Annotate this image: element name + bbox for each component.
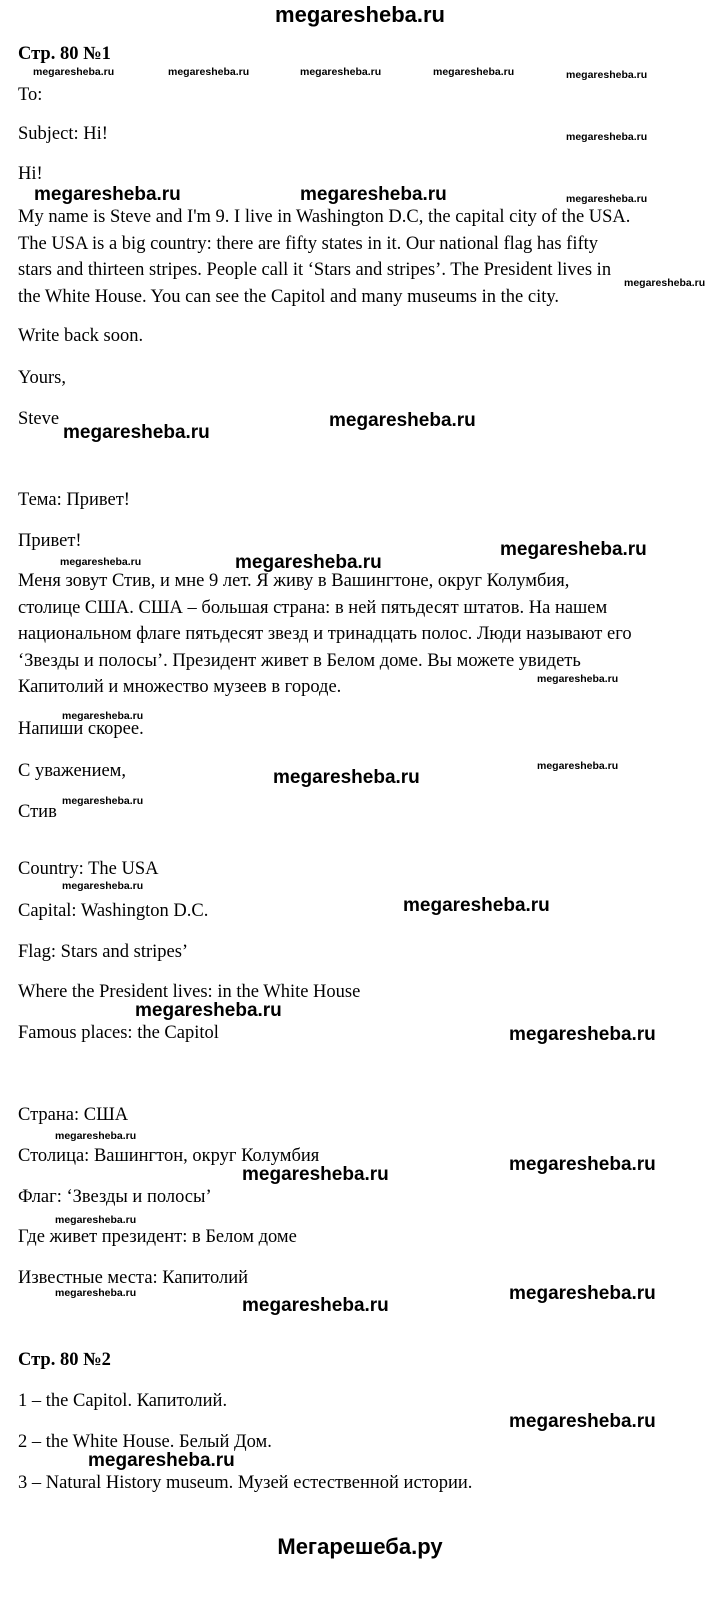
watermark-large: megaresheba.ru (403, 895, 550, 916)
watermark-large: megaresheba.ru (509, 1024, 656, 1045)
fact-places-en: Famous places: the Capitol (18, 1023, 219, 1043)
ru-greeting: Привет! (18, 531, 82, 551)
watermark-large: megaresheba.ru (34, 184, 181, 205)
ru-yours: С уважением, (18, 761, 127, 781)
fact-country-ru: Страна: США (18, 1105, 129, 1125)
answer-item: 3 – Natural History museum. Музей естественной истории. (18, 1473, 473, 1493)
email-signature: Steve (18, 409, 60, 429)
watermark-large: megaresheba.ru (509, 1283, 656, 1304)
watermark-small: megaresheba.ru (566, 193, 648, 205)
fact-president-ru: Где живет президент: в Белом доме (18, 1227, 297, 1247)
watermark-small: megaresheba.ru (62, 880, 144, 892)
watermark-large: megaresheba.ru (273, 767, 420, 788)
watermark-large: megaresheba.ru (509, 1411, 656, 1432)
ru-closing: Напиши скорее. (18, 719, 144, 739)
watermark-small: megaresheba.ru (62, 795, 144, 807)
email-body (18, 204, 718, 310)
email-body-line: My name is Steve and I'm 9. I live in Washington D.C, the capital city of the USA. (18, 207, 631, 227)
ru-body-line: национальном флаге пятьдесят звезд и тринадцать полос. Люди называют его (18, 624, 632, 644)
email-body-line: stars and thirteen stripes. People call it ‘Stars and stripes’. The President lives in (18, 260, 612, 280)
watermark-small: megaresheba.ru (55, 1214, 137, 1226)
answer-item: 1 – the Capitol. Капитолий. (18, 1391, 228, 1411)
watermark-small: megaresheba.ru (168, 66, 250, 78)
exercise-2-heading: Стр. 80 №2 (18, 1350, 111, 1370)
watermark-small: megaresheba.ru (566, 131, 648, 143)
ru-body-line: столице США. США – большая страна: в ней пятьдесят штатов. На нашем (18, 597, 608, 618)
watermark-small: megaresheba.ru (33, 66, 115, 78)
watermark-small: megaresheba.ru (55, 1287, 137, 1299)
watermark-small: megaresheba.ru (624, 277, 706, 289)
ru-subject-line: Тема: Привет! (18, 490, 130, 510)
watermark-small: megaresheba.ru (60, 556, 142, 568)
fact-capital-ru: Столица: Вашингтон, округ Колумбия (18, 1146, 320, 1166)
site-footer[interactable]: Мегарешеба.ру (277, 1534, 443, 1559)
answer-item: 2 – the White House. Белый Дом. (18, 1432, 272, 1452)
watermark-small: megaresheba.ru (537, 673, 619, 685)
exercise-1-heading: Стр. 80 №1 (18, 44, 111, 64)
fact-places-ru: Известные места: Капитолий (18, 1268, 249, 1288)
email-body-line: the White House. You can see the Capitol and many museums in the city. (18, 286, 560, 307)
watermark-large: megaresheba.ru (88, 1450, 235, 1471)
watermark-small: megaresheba.ru (433, 66, 515, 78)
email-yours: Yours, (18, 368, 66, 388)
ru-signature: Стив (18, 802, 57, 822)
site-header[interactable]: megaresheba.ru (275, 2, 445, 27)
watermark-small: megaresheba.ru (566, 69, 648, 81)
watermark-large: megaresheba.ru (509, 1154, 656, 1175)
email-greeting: Hi! (18, 164, 43, 184)
watermark-large: megaresheba.ru (300, 184, 447, 205)
fact-president-en: Where the President lives: in the White House (18, 982, 361, 1002)
watermark-large: megaresheba.ru (329, 410, 476, 431)
watermark-large: megaresheba.ru (235, 552, 382, 573)
watermark-large: megaresheba.ru (500, 539, 647, 560)
watermark-large: megaresheba.ru (63, 422, 210, 443)
ru-body-line: ‘Звезды и полосы’. Президент живет в Белом доме. Вы можете увидеть (18, 650, 581, 671)
watermark-small: megaresheba.ru (300, 66, 382, 78)
fact-capital-en: Capital: Washington D.C. (18, 901, 209, 921)
email-subject-line: Subject: Hi! (18, 124, 108, 144)
watermark-large: megaresheba.ru (242, 1295, 389, 1316)
email-to-line: To: (18, 85, 43, 105)
ru-body-line: Капитолий и множество музеев в городе. (18, 677, 342, 697)
watermark-small: megaresheba.ru (55, 1130, 137, 1142)
watermark-large: megaresheba.ru (242, 1164, 389, 1185)
watermark-small: megaresheba.ru (537, 760, 619, 772)
fact-country-en: Country: The USA (18, 859, 159, 879)
watermark-small: megaresheba.ru (62, 710, 144, 722)
email-body-line: The USA is a big country: there are fifty states in it. Our national flag has fifty (18, 233, 599, 254)
watermark-large: megaresheba.ru (135, 1000, 282, 1021)
ru-body-line: Меня зовут Стив, и мне 9 лет. Я живу в Вашингтоне, округ Колумбия, (18, 571, 570, 591)
email-closing: Write back soon. (18, 326, 144, 346)
fact-flag-en: Flag: Stars and stripes’ (18, 942, 189, 962)
fact-flag-ru: Флаг: ‘Звезды и полосы’ (18, 1187, 212, 1207)
